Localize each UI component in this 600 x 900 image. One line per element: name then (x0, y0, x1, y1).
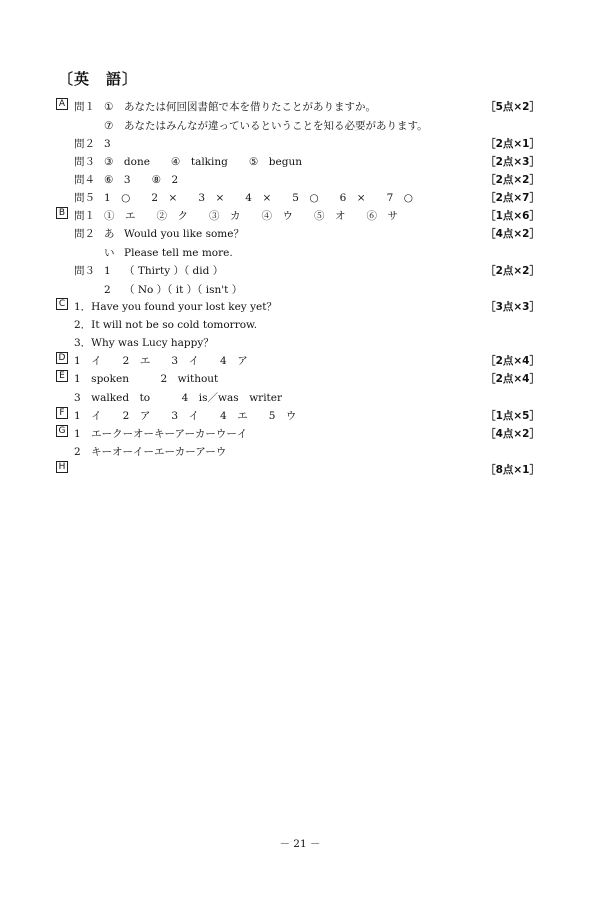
answer-row (0, 135, 600, 153)
answer-row (0, 225, 600, 243)
question-label: 問４ (74, 174, 95, 186)
answer-marker: ① (104, 101, 114, 113)
question-label: 問２ (74, 138, 95, 150)
score-allocation: ［3点×3］ (485, 301, 540, 313)
answer-marker: あ (104, 228, 115, 240)
question-label: 1 イ 2 ア 3 イ 4 エ 5 ウ (74, 410, 297, 422)
section-box-label: D (56, 352, 68, 364)
answer-marker: ③ done ④ talking ⑤ begun (104, 156, 302, 168)
score-allocation: ［2点×3］ (485, 156, 540, 168)
answer-marker: い (104, 247, 115, 259)
answer-text: （ Thirty ）（ did ） (124, 265, 224, 277)
question-label: 3 walked to 4 is／was writer (74, 392, 283, 404)
answer-marker: 3 (104, 138, 111, 150)
score-allocation: ［4点×2］ (485, 228, 540, 240)
answer-row (0, 171, 600, 189)
answer-row (0, 262, 600, 280)
section-box-label: C (56, 298, 68, 310)
answer-row (0, 207, 600, 225)
answer-row (0, 407, 600, 425)
score-allocation: ［8点×1］ (485, 464, 540, 476)
question-label: 1．Have you found your lost key yet？ (74, 301, 277, 313)
answer-row (0, 316, 600, 334)
answer-row (0, 117, 600, 135)
question-label: 問２ (74, 228, 95, 240)
section-box-label: G (56, 425, 68, 437)
question-label: 1 エークーオーキーアーカーウーイ (74, 428, 248, 440)
question-label: 問３ (74, 156, 95, 168)
page-number: － 21 － (279, 838, 321, 850)
section-box-label: F (56, 407, 68, 419)
answer-text: Please tell me more. (124, 247, 233, 259)
answer-row (0, 153, 600, 171)
score-allocation: ［2点×2］ (485, 174, 540, 186)
question-label: 1 イ 2 エ 3 イ 4 ア (74, 355, 248, 367)
score-allocation: ［1点×5］ (485, 410, 540, 422)
answer-text: （ No ）（ it ）（ isn't ） (124, 284, 243, 296)
answer-row (0, 298, 600, 316)
score-allocation: ［4点×2］ (485, 428, 540, 440)
question-label: 2．It will not be so cold tomorrow. (74, 319, 258, 331)
answer-row (0, 443, 600, 461)
section-box-label: A (56, 98, 68, 110)
answer-marker: ⑥ 3 ⑧ 2 (104, 174, 179, 186)
page-title: 〔英 語〕 (58, 70, 139, 88)
score-allocation: ［2点×7］ (485, 192, 540, 204)
section-box-label: E (56, 370, 68, 382)
answer-row (0, 389, 600, 407)
question-label: 問３ (74, 265, 95, 277)
answer-row (0, 334, 600, 352)
answer-text: あなたはみんなが違っているということを知る必要があります。 (124, 120, 428, 132)
answer-marker: ① エ ② ク ③ カ ④ ウ ⑤ オ ⑥ サ (104, 210, 398, 222)
answer-row (0, 425, 600, 443)
answer-row (0, 370, 600, 388)
answer-marker: 2 (104, 284, 111, 296)
answer-marker: 1 (104, 265, 111, 277)
score-allocation: ［2点×4］ (485, 355, 540, 367)
answer-text: Would you like some？ (124, 228, 244, 240)
answer-marker: ⑦ (104, 120, 114, 132)
answer-row (0, 189, 600, 207)
question-label: 問１ (74, 210, 95, 222)
answer-row (0, 98, 600, 116)
question-label: 3．Why was Lucy happy？ (74, 337, 214, 349)
score-allocation: ［2点×2］ (485, 265, 540, 277)
question-label: 1 spoken 2 without (74, 373, 219, 385)
question-label: 問１ (74, 101, 95, 113)
question-label: 問５ (74, 192, 95, 204)
score-allocation: ［5点×2］ (485, 101, 540, 113)
section-box-label: B (56, 207, 68, 219)
answer-marker: 1 ○ 2 × 3 × 4 × 5 ○ 6 × 7 ○ (104, 192, 413, 204)
answer-row (0, 461, 600, 479)
answer-text: あなたは何回図書館で本を借りたことがありますか。 (124, 101, 376, 113)
score-allocation: ［2点×4］ (485, 373, 540, 385)
answer-row (0, 281, 600, 299)
answer-row (0, 352, 600, 370)
score-allocation: ［1点×6］ (485, 210, 540, 222)
answer-row (0, 244, 600, 262)
question-label: 2 キーオーイーエーカーアーウ (74, 446, 227, 458)
score-allocation: ［2点×1］ (485, 138, 540, 150)
section-box-label: H (56, 461, 68, 473)
